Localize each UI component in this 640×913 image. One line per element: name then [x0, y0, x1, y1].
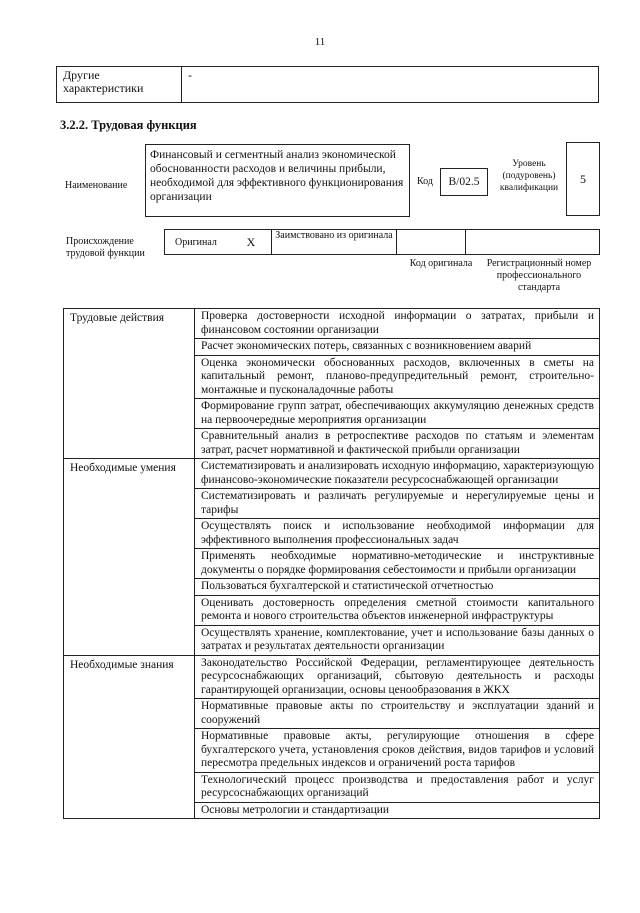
group-item: Расчет экономических потерь, связанных с возникновением аварий	[195, 339, 600, 356]
table-row	[64, 459, 600, 489]
other-label: Другие характеристики	[57, 67, 182, 103]
group-item: Систематизировать и различать регулируемые и нерегулируемые цены и тарифы	[195, 489, 600, 519]
kod-label: Код	[417, 176, 433, 187]
group-item: Нормативные правовые акты, регулирующие отношения в сфере бухгалтерского учета, установления сроков действия, видов тарифов и условий пересмотра предельных индексов и ограничений роста тарифов	[195, 729, 600, 773]
group-item: Формирование групп затрат, обеспечивающих аккумуляцию денежных средств на первоочередные мероприятия организации	[195, 399, 600, 429]
other-value: -	[182, 67, 599, 103]
original-label: Оригинал	[165, 230, 232, 255]
group-label: Необходимые умения	[64, 459, 195, 656]
origin-table	[164, 229, 600, 255]
group-item: Пользоваться бухгалтерской и статистической отчетностью	[195, 579, 600, 596]
kod-original-caption: Код оригинала	[409, 258, 473, 269]
origin-label: Происхождение трудовой функции	[66, 236, 145, 259]
group-item: Систематизировать и анализировать исходную информацию, характеризующую финансово-экономические показатели ресурсоснабжающей организации	[195, 459, 600, 489]
borrowed-label: Заимствовано из оригинала	[272, 230, 397, 255]
group-label: Необходимые знания	[64, 655, 195, 819]
group-item: Осуществлять хранение, комплектование, учет и использование базы данных о затратах и результатах деятельности организации	[195, 625, 600, 655]
group-item: Применять необходимые нормативно-методические и инструктивные документы о порядке формирования себестоимости и прибыли организации	[195, 549, 600, 579]
original-mark: X	[231, 230, 272, 255]
kod-original-cell	[397, 230, 466, 255]
function-name-box: Финансовый и сегментный анализ экономической обоснованности расходов и величины прибыли, необходимой для эффективного функционирования организации	[145, 144, 410, 217]
group-item: Основы метрологии и стандартизации	[195, 802, 600, 819]
level-label: Уровень (подуровень) квалификации	[499, 159, 559, 193]
group-item: Оценивать достоверность определения сметной стоимости капитального ремонта и нового строительства объектов инженерной инфраструктуры	[195, 595, 600, 625]
group-item: Проверка достоверности исходной информации о затратах, прибыли и финансовом состоянии организации	[195, 309, 600, 339]
table-row	[64, 655, 600, 699]
group-label: Трудовые действия	[64, 309, 195, 459]
kod-value: B/02.5	[440, 168, 488, 196]
naimenovanie-label: Наименование	[65, 180, 128, 191]
group-item: Оценка экономически обоснованных расходов, включенных в сметы на капитальный ремонт, планово-предупредительный ремонт, строительно-монтажные и пусконаладочные работы	[195, 355, 600, 399]
group-item: Сравнительный анализ в ретроспективе расходов по статьям и элементам затрат, расчет нормативной и фактической прибыли организации	[195, 429, 600, 459]
level-value: 5	[566, 142, 600, 216]
page-number: 11	[314, 36, 326, 48]
group-item: Нормативные правовые акты по строительству и эксплуатации зданий и сооружений	[195, 699, 600, 729]
other-characteristics-table	[56, 66, 599, 103]
group-item: Технологический процесс производства и предоставления работ и услуг ресурсоснабжающих организаций	[195, 772, 600, 802]
group-item: Осуществлять поиск и использование необходимой информации для эффективного выполнения профессиональных задач	[195, 519, 600, 549]
section-title: 3.2.2. Трудовая функция	[60, 118, 197, 132]
reg-number-caption: Регистрационный номер профессионального стандарта	[486, 258, 592, 293]
function-details-table	[63, 308, 600, 819]
group-item: Законодательство Российской Федерации, регламентирующее деятельность ресурсоснабжающих организаций, сбытовую деятельность и расходы гарантирующей организации, основы ценообразования в ЖКХ	[195, 655, 600, 699]
reg-number-cell	[466, 230, 600, 255]
table-row	[64, 309, 600, 339]
